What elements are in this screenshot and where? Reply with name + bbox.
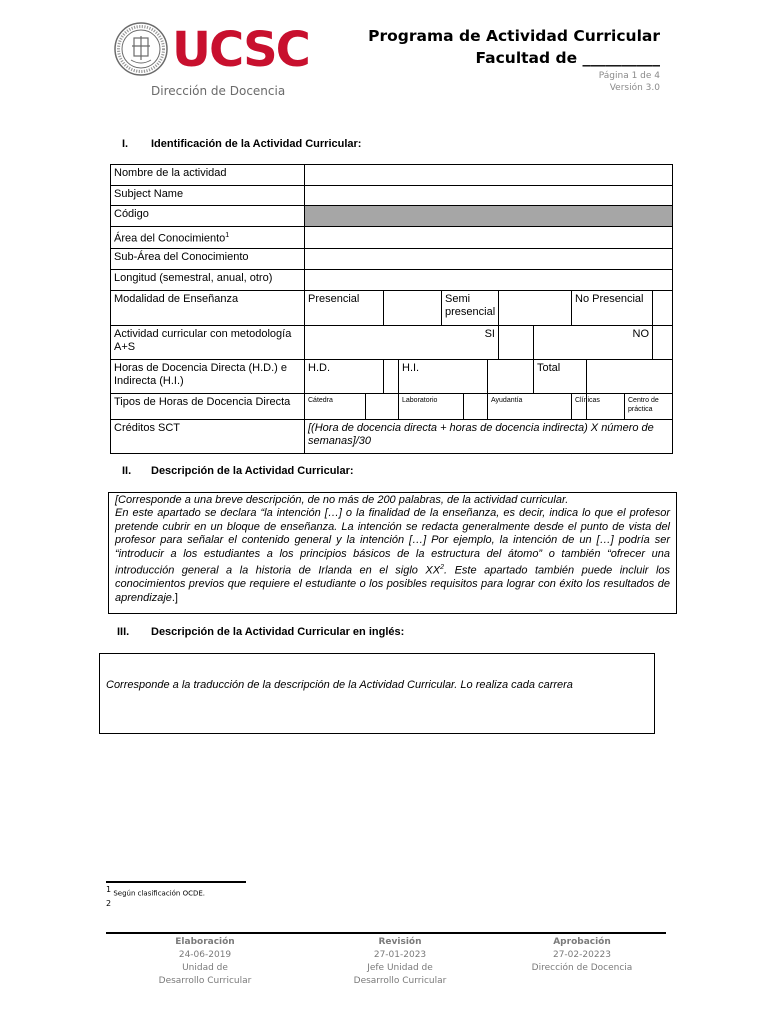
section-title: Identificación de la Actividad Curricular: [151, 138, 362, 150]
document-version: Versión 3.0 [609, 83, 660, 93]
modality-no-box[interactable] [653, 290, 673, 325]
aps-no-label: NO [534, 325, 653, 359]
table-row [111, 248, 673, 269]
footnote-divider [106, 881, 246, 883]
section-number: III. [117, 626, 130, 638]
table-row [111, 186, 673, 206]
area-cell[interactable] [305, 227, 673, 249]
footer-elaboracion: Elaboración 24-06-2019 Unidad de Desarrollo Curricular [158, 937, 252, 986]
row-label: Modalidad de Enseñanza [111, 290, 305, 325]
table-row [111, 393, 673, 419]
footnote-1: $^1$ Según clasificación OCDE. [106, 885, 206, 898]
credits-formula: [(Hora de docencia directa + horas de docencia indirecta) X número de semanas]/30 [305, 419, 673, 453]
type-lab-label: Laboratorio [399, 393, 464, 419]
table-row [111, 419, 673, 453]
row-label: Horas de Docencia Directa (H.D.) e Indirecta (H.I.) [111, 359, 305, 393]
row-label: Subject Name [111, 186, 305, 206]
table-row [111, 165, 673, 186]
english-description-box[interactable]: Corresponde a la traducción de la descripción de la Actividad Curricular. Lo realiza cada carrera [99, 653, 655, 734]
type-catedra-box[interactable] [366, 393, 399, 419]
hours-hi-box[interactable] [488, 359, 534, 393]
footer-divider [106, 932, 666, 934]
table-row [111, 206, 673, 227]
modality-presencial-box[interactable] [384, 290, 442, 325]
modality-presencial-label: Presencial [305, 290, 384, 325]
hours-total-label: Total [534, 359, 587, 393]
hours-hi-label: H.I. [399, 359, 488, 393]
university-seal-logo [114, 22, 168, 76]
activity-name-cell[interactable] [305, 165, 673, 186]
table-row [111, 359, 673, 393]
document-title: Programa de Actividad Curricular [368, 27, 660, 45]
subarea-cell[interactable] [305, 248, 673, 269]
footer-revision: Revisión 27-01-2023 Jefe Unidad de Desarrollo Curricular [353, 937, 447, 986]
row-label: Sub-Área del Conocimiento [111, 248, 305, 269]
row-label: Actividad curricular con metodología A+S [111, 325, 305, 359]
row-label: Área del Conocimiento$^1$ [111, 227, 305, 249]
row-label: Créditos SCT [111, 419, 305, 453]
type-clin-label: Clínicas [572, 393, 587, 419]
type-centro-label: Centro de práctica [625, 393, 673, 419]
hours-hd-label: H.D. [305, 359, 384, 393]
section-number: II. [122, 465, 132, 477]
modality-no-label: No Presencial [572, 290, 653, 325]
aps-si-label: SI [305, 325, 499, 359]
hours-hd-box[interactable] [384, 359, 399, 393]
table-row [111, 269, 673, 290]
section-title: Descripción de la Actividad Curricular: [151, 465, 354, 477]
section-number: I. [122, 138, 129, 150]
aps-no-box[interactable] [653, 325, 673, 359]
footer-aprobacion: Aprobación 27-02-20223 Dirección de Docencia [531, 937, 633, 973]
table-row [111, 290, 673, 325]
code-cell [305, 206, 673, 227]
description-box[interactable]: [Corresponde a una breve descripción, de no más de 200 palabras, de la actividad curricular. En este apartado se declara “la intención […] o la finalidad de la enseñanza, es decir, indica lo que el profesor pretende cubrir en un bloque de enseñanza. La intención se redacta generalmente desde el punto de vista del profesor para señalar el contenido general y la intención […] Por ejemplo, la intención de un […] podría ser “introducir a los estudiantes a los principios básicos de la estructura del átomo” o también “ofrecer una introducción general a la historia de Irlanda en el siglo $XX^2$. Este apartado también puede incluir los conocimientos previos que requiere el estudiante o los posibles requisitos para lograr con éxito los resultados de aprendizaje.] [108, 492, 677, 614]
identification-table [110, 164, 673, 454]
modality-semi-box[interactable] [499, 290, 572, 325]
type-ayud-label: Ayudantía [488, 393, 572, 419]
section-title: Descripción de la Actividad Curricular en inglés: [151, 626, 405, 638]
page-header [0, 0, 768, 110]
footnote-2: 2 [106, 899, 112, 908]
page-number: Página 1 de 4 [598, 71, 660, 81]
type-lab-box[interactable] [464, 393, 488, 419]
length-cell[interactable] [305, 269, 673, 290]
row-label: Longitud (semestral, anual, otro) [111, 269, 305, 290]
table-row [111, 227, 673, 249]
row-label: Nombre de la actividad [111, 165, 305, 186]
subject-name-cell[interactable] [305, 186, 673, 206]
row-label: Tipos de Horas de Docencia Directa [111, 393, 305, 419]
modality-semi-label: Semi presencial [442, 290, 499, 325]
type-catedra-label: Cátedra [305, 393, 366, 419]
hours-total-box[interactable] [587, 359, 673, 393]
brand-logo-text: UCSC [172, 22, 309, 78]
table-row [111, 325, 673, 359]
faculty-title: Facultad de __________ [475, 49, 660, 67]
row-label: Código [111, 206, 305, 227]
brand-subtitle: Dirección de Docencia [151, 84, 286, 98]
aps-si-box[interactable] [499, 325, 534, 359]
